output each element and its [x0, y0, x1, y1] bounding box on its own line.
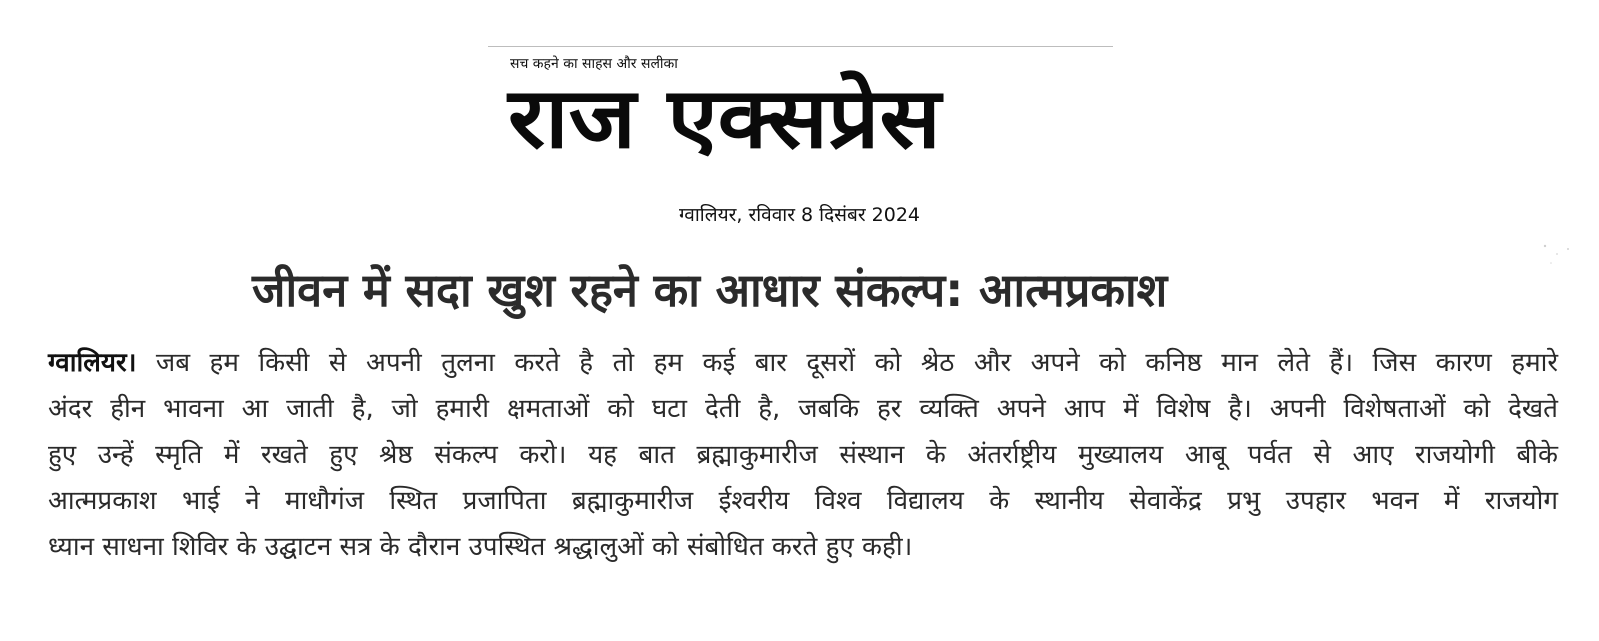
article-line: [48, 340, 1558, 386]
print-speckle: [1537, 240, 1577, 270]
masthead-tagline: सच कहने का साहस और सलीका: [510, 56, 678, 72]
article-line: हुए उन्हें स्मृति में रखते हुए श्रेष्ठ संकल्प करो। यह बात ब्रह्माकुमारीज संस्थान के अंतर्राष्ट्रीय मुख्यालय आबू पर्वत से आए राजयोगी बीके: [48, 440, 1558, 470]
article-location: ग्वालियर।: [48, 348, 137, 378]
newspaper-masthead: राज एक्सप्रेस: [508, 69, 941, 167]
article-headline: जीवन में सदा खुश रहने का आधार संकल्प: आत्मप्रकाश: [252, 263, 1168, 317]
article-body: [48, 340, 1558, 570]
dateline: ग्वालियर, रविवार 8 दिसंबर 2024: [678, 204, 921, 226]
article-line: अंदर हीन भावना आ जाती है, जो हमारी क्षमताओं को घटा देती है, जबकि हर व्यक्ति अपने आप में विशेष है। अपनी विशेषताओं को देखते: [48, 394, 1558, 424]
article-line: आत्मप्रकाश भाई ने माधौगंज स्थित प्रजापिता ब्रह्माकुमारीज ईश्वरीय विश्व विद्यालय के स्थानीय सेवाकेंद्र प्रभु उपहार भवन में राजयोग: [48, 486, 1558, 516]
article-line-text: जब हम किसी से अपनी तुलना करते है तो हम कई बार दूसरों को श्रेठ और अपने को कनिष्ठ मान लेते हैं। जिस कारण हमारे: [136, 348, 1559, 378]
masthead-rule: [488, 46, 1113, 47]
article-line: ध्यान साधना शिविर के उद्घाटन सत्र के दौरान उपस्थित श्रद्धालुओं को संबोधित करते हुए कही।: [48, 532, 913, 562]
